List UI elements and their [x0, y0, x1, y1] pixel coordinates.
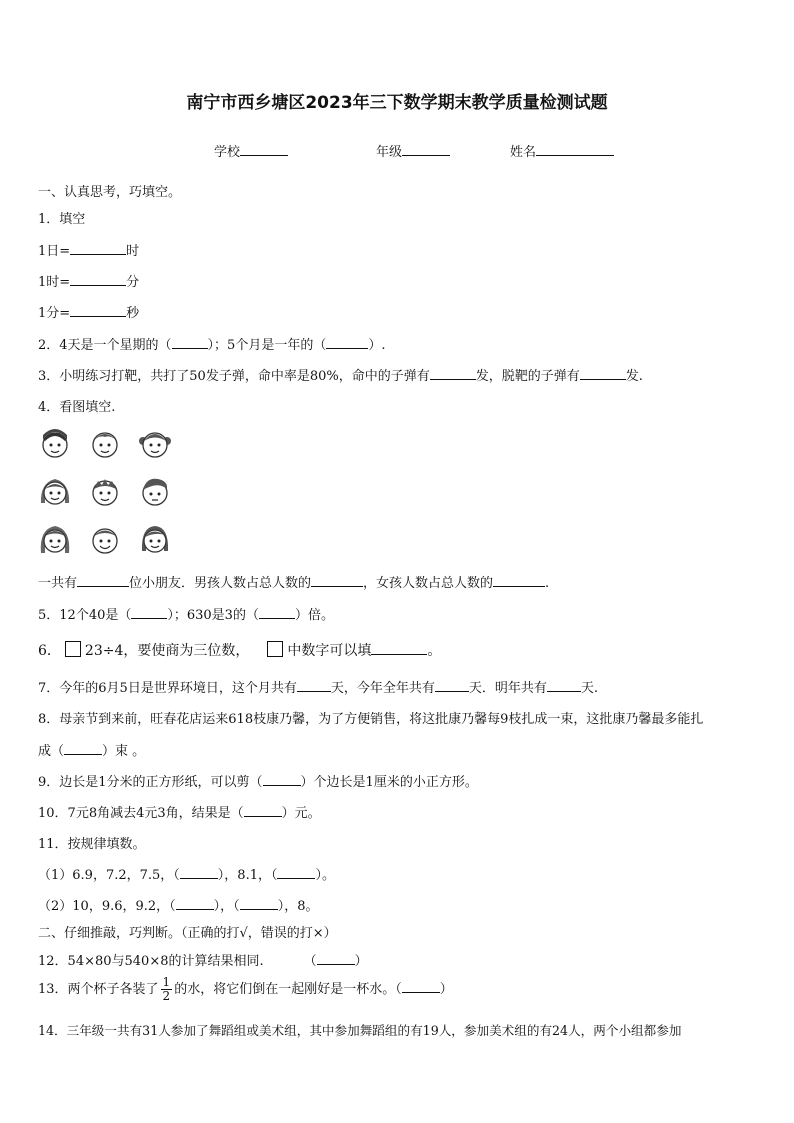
- answer-blank[interactable]: [402, 981, 440, 993]
- q11-p1-text-a: （1）6.9，7.2，7.5，（: [38, 868, 180, 883]
- question-11-part-1: [38, 864, 335, 883]
- boy-face-icon: [88, 473, 122, 509]
- question-1-row-minute: [38, 302, 139, 321]
- girl-face-icon: [38, 473, 72, 509]
- digit-box[interactable]: [267, 641, 283, 657]
- answer-blank[interactable]: [311, 575, 363, 587]
- q6-text-b: 23÷4，要使商为三位数，: [84, 643, 250, 659]
- question-7: [38, 677, 598, 696]
- q9-text-b: ）个边长是1厘米的小正方形。: [300, 775, 478, 790]
- q9-text-a: 9．边长是1分米的正方形纸，可以剪（: [38, 775, 263, 790]
- q11-p1-text-b: ），8.1，（: [217, 868, 278, 883]
- question-1-row-day: [38, 240, 139, 259]
- name-input[interactable]: [536, 144, 614, 156]
- question-8-line-1: 8．母亲节到来前，旺春花店运来618枝康乃馨，为了方便销售，将这批康乃馨每9枝扎成一束，这批康乃馨最多能扎: [38, 712, 704, 727]
- fraction-numerator: 1: [162, 975, 171, 989]
- question-11-part-2: [38, 895, 318, 914]
- q10-text-a: 10．7元8角减去4元3角，结果是（: [38, 806, 244, 821]
- school-input[interactable]: [240, 144, 288, 156]
- question-12: [38, 950, 368, 969]
- question-6: [38, 640, 441, 660]
- q8-text-b: ）束 。: [102, 744, 146, 759]
- grade-field: [376, 141, 450, 160]
- q4-text-b: 位小朋友．男孩人数占总人数的: [129, 576, 312, 591]
- answer-blank[interactable]: [259, 607, 295, 619]
- fraction-one-half: [161, 976, 173, 1003]
- question-14: 14．三年级一共有31人参加了舞蹈组或美术组，其中参加舞蹈组的有19人，参加美术组的有24人，两个小组都参加: [38, 1023, 682, 1038]
- answer-blank[interactable]: [580, 368, 626, 380]
- question-1-row-hour: [38, 271, 139, 290]
- answer-blank[interactable]: [176, 898, 214, 910]
- children-faces-figure: [38, 425, 178, 560]
- q12-text-b: （: [303, 954, 317, 969]
- question-3: [38, 365, 643, 384]
- q7-text-d: 天.: [580, 681, 598, 696]
- q8-text-a: 成（: [38, 744, 65, 759]
- answer-blank[interactable]: [64, 743, 102, 755]
- school-field: [214, 141, 288, 160]
- name-label: 姓名: [510, 145, 537, 160]
- q2-text-b: ）；5个月是一年的（: [207, 338, 327, 353]
- answer-blank[interactable]: [131, 607, 167, 619]
- boy-face-icon: [138, 473, 172, 509]
- q7-text-b: 天，今年全年共有: [330, 681, 435, 696]
- answer-blank[interactable]: [547, 680, 581, 692]
- answer-blank[interactable]: [70, 274, 126, 286]
- q12-text-a: 12．54×80与540×8的计算结果相同.: [38, 954, 264, 969]
- q3-text-c: 发.: [625, 369, 643, 384]
- boy-face-icon: [88, 521, 122, 557]
- q7-text-a: 7．今年的6月5日是世界环境日，这个月共有: [38, 681, 297, 696]
- question-10: [38, 802, 321, 821]
- girl-face-icon: [138, 425, 172, 461]
- question-4-fill: [38, 572, 549, 591]
- girl-face-icon: [38, 521, 72, 557]
- q13-text-c: ）: [439, 982, 453, 997]
- q4-text-a: 一共有: [38, 576, 78, 591]
- answer-blank[interactable]: [430, 368, 476, 380]
- answer-blank[interactable]: [70, 305, 126, 317]
- question-8-line-2: [38, 740, 145, 759]
- answer-blank[interactable]: [240, 898, 278, 910]
- row-prefix: 1日=: [38, 244, 71, 259]
- digit-box[interactable]: [65, 641, 81, 657]
- q4-text-c: ，女孩人数占总人数的: [363, 576, 494, 591]
- question-13: [38, 976, 453, 1003]
- q5-text-c: ）倍。: [294, 608, 334, 623]
- row-prefix: 1分=: [38, 306, 71, 321]
- q2-text-a: 2．4天是一个星期的（: [38, 338, 172, 353]
- answer-blank[interactable]: [263, 774, 301, 786]
- q11-p2-text-b: ），（: [213, 899, 240, 914]
- answer-blank[interactable]: [277, 867, 315, 879]
- answer-blank[interactable]: [180, 867, 218, 879]
- answer-blank[interactable]: [244, 805, 282, 817]
- q11-p2-text-c: ），8。: [277, 899, 319, 914]
- question-11-stem: 11．按规律填数。: [38, 837, 146, 852]
- q3-text-a: 3．小明练习打靶，共打了50发子弹，命中率是80%，命中的子弹有: [38, 369, 430, 384]
- answer-blank[interactable]: [371, 643, 427, 655]
- question-5: [38, 604, 334, 623]
- question-4-stem: 4．看图填空.: [38, 400, 116, 415]
- q11-p2-text-a: （2）10，9.6，9.2，（: [38, 899, 176, 914]
- row-unit: 秒: [126, 306, 140, 321]
- section-2-heading: 二、仔细推敲，巧判断。（正确的打√，错误的打×）: [38, 926, 337, 941]
- q11-p1-text-c: ）。: [315, 868, 335, 883]
- question-9: [38, 771, 478, 790]
- q5-text-a: 5．12个40是（: [38, 608, 132, 623]
- boy-face-icon: [88, 425, 122, 461]
- answer-blank[interactable]: [326, 337, 368, 349]
- fraction-denominator: 2: [162, 989, 171, 1003]
- q10-text-b: ）元。: [281, 806, 321, 821]
- question-1-stem: 1．填空: [38, 212, 86, 227]
- q6-text-c: 中数字可以填: [287, 643, 372, 659]
- q13-text-a: 13．两个杯子各装了: [38, 982, 159, 997]
- name-field: [510, 141, 614, 160]
- q12-text-c: ）: [354, 954, 368, 969]
- boy-face-icon: [38, 425, 72, 461]
- section-1-heading: 一、认真思考，巧填空。: [38, 185, 182, 200]
- q7-text-c: 天．明年共有: [468, 681, 547, 696]
- answer-blank[interactable]: [297, 680, 331, 692]
- q4-text-d: .: [545, 576, 550, 591]
- row-unit: 时: [126, 244, 140, 259]
- school-label: 学校: [214, 145, 241, 160]
- answer-blank[interactable]: [317, 953, 355, 965]
- answer-blank[interactable]: [172, 337, 208, 349]
- q2-text-c: ）.: [368, 338, 386, 353]
- q3-text-b: 发，脱靶的子弹有: [475, 369, 580, 384]
- answer-blank[interactable]: [70, 243, 126, 255]
- grade-label: 年级: [376, 145, 403, 160]
- answer-blank[interactable]: [77, 575, 129, 587]
- row-prefix: 1时=: [38, 275, 71, 290]
- answer-blank[interactable]: [435, 680, 469, 692]
- page-title: 南宁市西乡塘区2023年三下数学期末教学质量检测试题: [186, 93, 608, 113]
- row-unit: 分: [126, 275, 140, 290]
- q13-text-b: 的水，将它们倒在一起刚好是一杯水。（: [174, 982, 402, 997]
- q5-text-b: ）；630是3的（: [167, 608, 259, 623]
- answer-blank[interactable]: [493, 575, 545, 587]
- grade-input[interactable]: [402, 144, 450, 156]
- q6-text-d: 。: [427, 643, 442, 659]
- girl-face-icon: [138, 521, 172, 557]
- q6-number: 6．: [38, 643, 61, 659]
- question-2: [38, 334, 385, 353]
